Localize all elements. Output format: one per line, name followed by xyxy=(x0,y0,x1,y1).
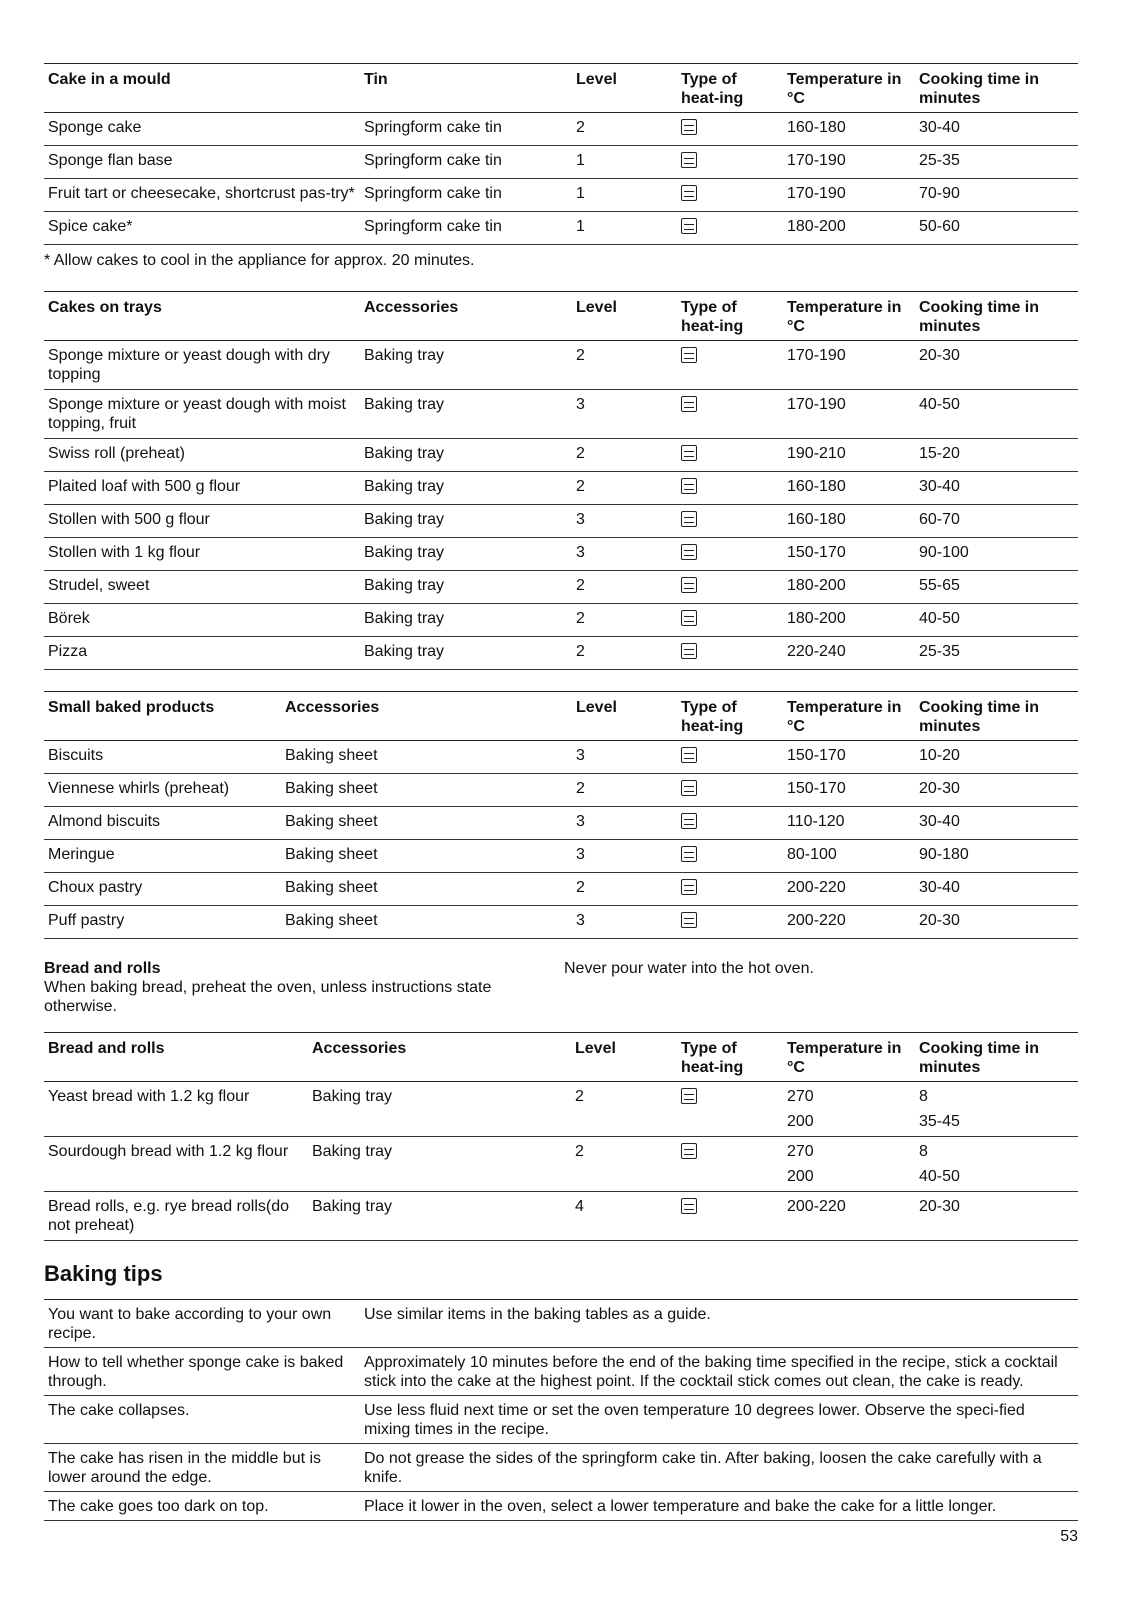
level: 3 xyxy=(576,747,585,764)
item-name: Puff pastry xyxy=(48,912,125,929)
tip-solution: Use less fluid next time or set the oven temperature 10 degrees lower. Observe the speci-fied mixing times in the recipe. xyxy=(364,1402,1025,1438)
heating-type-cell xyxy=(677,906,783,939)
bread-intro-left xyxy=(44,959,564,1016)
item-name: Spice cake* xyxy=(48,218,133,235)
top-bottom-heat-icon xyxy=(681,1198,697,1214)
heating-type-cell xyxy=(677,571,783,604)
top-bottom-heat-icon xyxy=(681,478,697,494)
accessory: Baking tray xyxy=(364,544,445,561)
top-bottom-heat-icon xyxy=(681,577,697,593)
tip-problem: You want to bake according to your own recipe. xyxy=(48,1306,332,1342)
top-bottom-heat-icon xyxy=(681,1088,697,1104)
cooking-time: 20-30 xyxy=(919,1198,960,1215)
col-header: Cake in a mould xyxy=(48,71,171,88)
col-header: Level xyxy=(576,299,617,316)
temperature: 170-190 xyxy=(787,347,846,364)
col-header: Accessories xyxy=(364,299,459,316)
temperature-cell xyxy=(783,1082,915,1137)
col-header: Cooking time in minutes xyxy=(919,71,1039,107)
table-row xyxy=(44,840,1078,873)
table-header-row xyxy=(44,692,1078,741)
heating-type-cell xyxy=(677,1192,783,1241)
temperature: 200 xyxy=(787,1168,814,1185)
table-row xyxy=(44,774,1078,807)
level: 2 xyxy=(576,445,585,462)
cooking-time-cell xyxy=(915,1082,1078,1137)
table-row xyxy=(44,1396,1078,1444)
cooking-time: 35-45 xyxy=(919,1113,960,1130)
temperature-cell xyxy=(783,1192,915,1241)
table-row xyxy=(44,1492,1078,1521)
heating-type-cell xyxy=(677,840,783,873)
temperature: 180-200 xyxy=(787,577,846,594)
cooking-time: 30-40 xyxy=(919,478,960,495)
table-row xyxy=(44,807,1078,840)
top-bottom-heat-icon xyxy=(681,912,697,928)
table-header-row xyxy=(44,292,1078,341)
heating-type-cell xyxy=(677,390,783,439)
temperature: 150-170 xyxy=(787,747,846,764)
heating-type-cell xyxy=(677,341,783,390)
section-text: When baking bread, preheat the oven, unless instructions state otherwise. xyxy=(44,979,492,1015)
top-bottom-heat-icon xyxy=(681,185,697,201)
top-bottom-heat-icon xyxy=(681,152,697,168)
table-row xyxy=(44,741,1078,774)
item-name: Strudel, sweet xyxy=(48,577,150,594)
col-header: Cooking time in minutes xyxy=(919,299,1039,335)
section-heading: Bread and rolls xyxy=(44,960,161,977)
accessory: Baking tray xyxy=(312,1088,393,1105)
cooking-time: 8 xyxy=(919,1088,928,1105)
item-name: Sponge mixture or yeast dough with moist topping, fruit xyxy=(48,396,346,432)
temperature: 270 xyxy=(787,1088,814,1105)
item-name: Stollen with 1 kg flour xyxy=(48,544,201,561)
heating-type-cell xyxy=(677,439,783,472)
cooking-time: 10-20 xyxy=(919,747,960,764)
table-row xyxy=(44,390,1078,439)
cooking-time: 70-90 xyxy=(919,185,960,202)
level: 2 xyxy=(576,780,585,797)
heating-type-cell xyxy=(677,472,783,505)
item-name: Sponge mixture or yeast dough with dry topping xyxy=(48,347,330,383)
item-name: Bread rolls, e.g. rye bread rolls(do not preheat) xyxy=(48,1198,289,1234)
table-row xyxy=(44,113,1078,146)
accessory: Baking sheet xyxy=(285,846,378,863)
cooking-time-cell xyxy=(915,1137,1078,1192)
table-row xyxy=(44,571,1078,604)
level: 1 xyxy=(576,185,585,202)
table-row xyxy=(44,1348,1078,1396)
warning-text: Never pour water into the hot oven. xyxy=(564,960,814,977)
col-header: Accessories xyxy=(312,1040,407,1057)
footnote: * Allow cakes to cool in the appliance for approx. 20 minutes. xyxy=(44,252,475,269)
level: 3 xyxy=(576,511,585,528)
cooking-time: 40-50 xyxy=(919,396,960,413)
col-header: Small baked products xyxy=(48,699,215,716)
table-row xyxy=(44,1082,1078,1137)
tip-problem: The cake collapses. xyxy=(48,1402,190,1419)
col-header: Bread and rolls xyxy=(48,1040,165,1057)
table-row xyxy=(44,1444,1078,1492)
accessory: Baking tray xyxy=(312,1198,393,1215)
top-bottom-heat-icon xyxy=(681,544,697,560)
item-name: Almond biscuits xyxy=(48,813,161,830)
level: 2 xyxy=(576,478,585,495)
top-bottom-heat-icon xyxy=(681,218,697,234)
accessory: Springform cake tin xyxy=(364,185,502,202)
heating-type-cell xyxy=(677,212,783,245)
accessory: Baking sheet xyxy=(285,780,378,797)
tip-solution: Approximately 10 minutes before the end of the baking time specified in the recipe, stick a cocktail stick into the cake at the highest point. If the cocktail stick comes out clean, the cake is ready. xyxy=(364,1354,1058,1390)
temperature: 180-200 xyxy=(787,610,846,627)
cooking-time: 50-60 xyxy=(919,218,960,235)
col-header: Level xyxy=(576,699,617,716)
temperature: 270 xyxy=(787,1143,814,1160)
baking-tips-table xyxy=(44,1299,1078,1521)
top-bottom-heat-icon xyxy=(681,643,697,659)
tip-problem: The cake goes too dark on top. xyxy=(48,1498,269,1515)
top-bottom-heat-icon xyxy=(681,747,697,763)
col-header: Temperature in °C xyxy=(787,699,902,735)
heating-type-cell xyxy=(677,179,783,212)
item-name: Plaited loaf with 500 g flour xyxy=(48,478,241,495)
top-bottom-heat-icon xyxy=(681,1143,697,1159)
temperature: 200-220 xyxy=(787,912,846,929)
col-header: Level xyxy=(575,1040,616,1057)
temperature: 160-180 xyxy=(787,119,846,136)
col-header: Type of heat-ing xyxy=(681,699,744,735)
temperature: 150-170 xyxy=(787,780,846,797)
col-header: Cakes on trays xyxy=(48,299,162,316)
temperature: 160-180 xyxy=(787,478,846,495)
tip-solution: Place it lower in the oven, select a lower temperature and bake the cake for a little longer. xyxy=(364,1498,997,1515)
level: 3 xyxy=(576,544,585,561)
cooking-time: 30-40 xyxy=(919,813,960,830)
table-row xyxy=(44,1192,1078,1241)
cooking-time: 25-35 xyxy=(919,643,960,660)
item-name: Meringue xyxy=(48,846,115,863)
bread-intro xyxy=(44,959,1078,1016)
temperature: 80-100 xyxy=(787,846,837,863)
top-bottom-heat-icon xyxy=(681,610,697,626)
accessory: Baking tray xyxy=(364,478,445,495)
level: 2 xyxy=(575,1088,584,1105)
top-bottom-heat-icon xyxy=(681,813,697,829)
heating-type-cell xyxy=(677,774,783,807)
col-header: Type of heat-ing xyxy=(681,1040,744,1076)
level: 1 xyxy=(576,152,585,169)
table-header-row xyxy=(44,1033,1078,1082)
table-row xyxy=(44,873,1078,906)
level: 2 xyxy=(576,577,585,594)
cooking-time: 15-20 xyxy=(919,445,960,462)
table-row xyxy=(44,906,1078,939)
accessory: Baking tray xyxy=(364,577,445,594)
temperature: 220-240 xyxy=(787,643,846,660)
temperature: 190-210 xyxy=(787,445,846,462)
top-bottom-heat-icon xyxy=(681,396,697,412)
cooking-time: 55-65 xyxy=(919,577,960,594)
level: 2 xyxy=(576,610,585,627)
col-header: Cooking time in minutes xyxy=(919,1040,1039,1076)
item-name: Pizza xyxy=(48,643,88,660)
table-row xyxy=(44,604,1078,637)
item-name: Fruit tart or cheesecake, shortcrust pas-try* xyxy=(48,185,355,202)
level: 2 xyxy=(576,347,585,364)
temperature: 200-220 xyxy=(787,879,846,896)
col-header: Temperature in °C xyxy=(787,1040,902,1076)
table-row xyxy=(44,341,1078,390)
accessory: Springform cake tin xyxy=(364,119,502,136)
accessory: Baking tray xyxy=(312,1143,393,1160)
table-row xyxy=(44,1137,1078,1192)
table-row xyxy=(44,212,1078,245)
table-row xyxy=(44,1300,1078,1348)
accessory: Springform cake tin xyxy=(364,218,502,235)
accessory: Baking tray xyxy=(364,347,445,364)
cooking-time-cell xyxy=(915,1192,1078,1241)
heating-type-cell xyxy=(677,807,783,840)
cakes-trays-table xyxy=(44,291,1078,670)
table-row xyxy=(44,637,1078,670)
item-name: Swiss roll (preheat) xyxy=(48,445,185,462)
page-number: 53 xyxy=(1060,1528,1078,1545)
heating-type-cell xyxy=(677,604,783,637)
top-bottom-heat-icon xyxy=(681,846,697,862)
accessory: Baking tray xyxy=(364,610,445,627)
cake-mould-table xyxy=(44,63,1078,245)
heating-type-cell xyxy=(677,1137,783,1192)
item-name: Börek xyxy=(48,610,90,627)
level: 4 xyxy=(575,1198,584,1215)
top-bottom-heat-icon xyxy=(681,879,697,895)
table-row xyxy=(44,179,1078,212)
heating-type-cell xyxy=(677,637,783,670)
level: 3 xyxy=(576,396,585,413)
accessory: Baking sheet xyxy=(285,879,378,896)
col-header: Accessories xyxy=(285,699,380,716)
cooking-time: 40-50 xyxy=(919,1168,960,1185)
top-bottom-heat-icon xyxy=(681,511,697,527)
heating-type-cell xyxy=(677,505,783,538)
cooking-time: 60-70 xyxy=(919,511,960,528)
top-bottom-heat-icon xyxy=(681,445,697,461)
col-header: Tin xyxy=(364,71,388,88)
accessory: Baking sheet xyxy=(285,912,378,929)
level: 3 xyxy=(576,912,585,929)
heating-type-cell xyxy=(677,1082,783,1137)
level: 1 xyxy=(576,218,585,235)
temperature: 150-170 xyxy=(787,544,846,561)
cooking-time: 20-30 xyxy=(919,347,960,364)
accessory: Springform cake tin xyxy=(364,152,502,169)
col-header: Temperature in °C xyxy=(787,299,902,335)
item-name: Sourdough bread with 1.2 kg flour xyxy=(48,1143,289,1160)
heating-type-cell xyxy=(677,146,783,179)
accessory: Baking sheet xyxy=(285,813,378,830)
level: 2 xyxy=(575,1143,584,1160)
temperature: 200-220 xyxy=(787,1198,846,1215)
top-bottom-heat-icon xyxy=(681,119,697,135)
col-header: Level xyxy=(576,71,617,88)
section-title: Baking tips xyxy=(44,1261,163,1286)
item-name: Stollen with 500 g flour xyxy=(48,511,210,528)
table-row xyxy=(44,439,1078,472)
level: 2 xyxy=(576,879,585,896)
tip-problem: The cake has risen in the middle but is lower around the edge. xyxy=(48,1450,322,1486)
temperature: 180-200 xyxy=(787,218,846,235)
accessory: Baking tray xyxy=(364,511,445,528)
small-baked-table xyxy=(44,691,1078,939)
cooking-time: 30-40 xyxy=(919,119,960,136)
cooking-time: 20-30 xyxy=(919,780,960,797)
top-bottom-heat-icon xyxy=(681,347,697,363)
table-header-row xyxy=(44,64,1078,113)
item-name: Biscuits xyxy=(48,747,104,764)
cooking-time: 40-50 xyxy=(919,610,960,627)
tip-problem: How to tell whether sponge cake is baked through. xyxy=(48,1354,344,1390)
cooking-time: 25-35 xyxy=(919,152,960,169)
table-row xyxy=(44,538,1078,571)
level: 2 xyxy=(576,643,585,660)
col-header: Type of heat-ing xyxy=(681,299,744,335)
cooking-time: 8 xyxy=(919,1143,928,1160)
bread-table xyxy=(44,1032,1078,1241)
col-header: Cooking time in minutes xyxy=(919,699,1039,735)
heating-type-cell xyxy=(677,113,783,146)
item-name: Choux pastry xyxy=(48,879,143,896)
item-name: Sponge flan base xyxy=(48,152,173,169)
tip-solution: Use similar items in the baking tables as a guide. xyxy=(364,1306,711,1323)
level: 2 xyxy=(576,119,585,136)
page xyxy=(44,0,1078,1521)
temperature: 170-190 xyxy=(787,185,846,202)
item-name: Yeast bread with 1.2 kg flour xyxy=(48,1088,250,1105)
accessory: Baking tray xyxy=(364,445,445,462)
accessory: Baking sheet xyxy=(285,747,378,764)
top-bottom-heat-icon xyxy=(681,780,697,796)
tip-solution: Do not grease the sides of the springform cake tin. After baking, loosen the cake carefully with a knife. xyxy=(364,1450,1042,1486)
cooking-time: 30-40 xyxy=(919,879,960,896)
temperature-cell xyxy=(783,1137,915,1192)
col-header: Type of heat-ing xyxy=(681,71,744,107)
item-name: Viennese whirls (preheat) xyxy=(48,780,230,797)
temperature: 170-190 xyxy=(787,152,846,169)
item-name: Sponge cake xyxy=(48,119,142,136)
temperature: 200 xyxy=(787,1113,814,1130)
temperature: 110-120 xyxy=(787,813,845,830)
heating-type-cell xyxy=(677,741,783,774)
accessory: Baking tray xyxy=(364,396,445,413)
level: 3 xyxy=(576,813,585,830)
col-header: Temperature in °C xyxy=(787,71,902,107)
cooking-time: 20-30 xyxy=(919,912,960,929)
cooking-time: 90-100 xyxy=(919,544,969,561)
temperature: 170-190 xyxy=(787,396,846,413)
temperature: 160-180 xyxy=(787,511,846,528)
table-row xyxy=(44,472,1078,505)
table-row xyxy=(44,146,1078,179)
accessory: Baking tray xyxy=(364,643,445,660)
heating-type-cell xyxy=(677,873,783,906)
cooking-time: 90-180 xyxy=(919,846,969,863)
heating-type-cell xyxy=(677,538,783,571)
table-row xyxy=(44,505,1078,538)
level: 3 xyxy=(576,846,585,863)
